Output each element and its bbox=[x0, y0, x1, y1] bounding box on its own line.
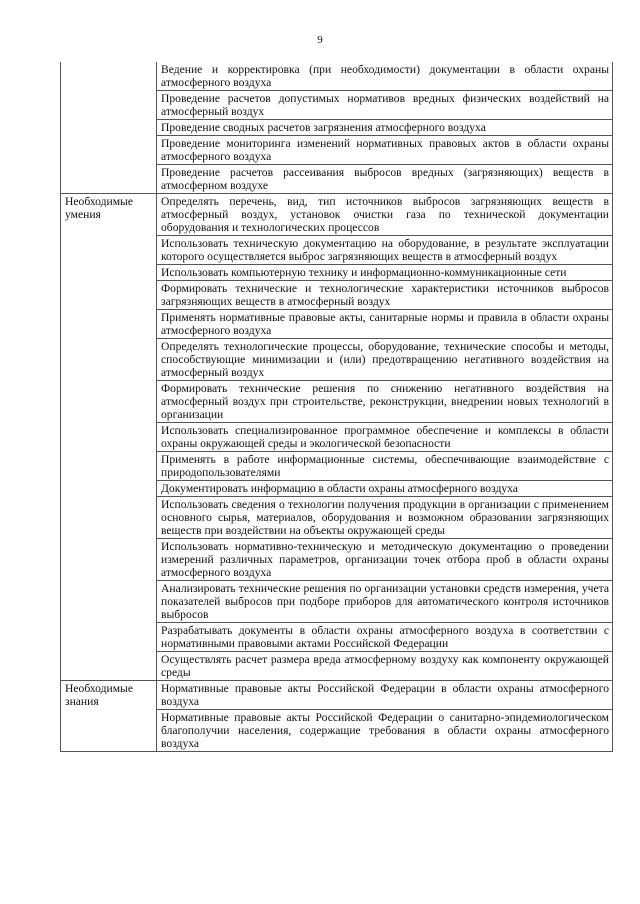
requirement-item: Формировать технические и технологические характеристики источников выбросов загрязняющих веществ в атмосферный воздух bbox=[157, 281, 613, 310]
requirement-item: Нормативные правовые акты Российской Федерации о санитарно-эпидемиологическом благополучии населения, содержащие требования в области охраны атмосферного воздуха bbox=[157, 710, 613, 752]
page-number: 9 bbox=[317, 34, 323, 46]
requirement-item: Проведение расчетов рассеивания выбросов вредных (загрязняющих) веществ в атмосферном воздухе bbox=[157, 165, 613, 194]
table-row bbox=[61, 681, 613, 710]
requirement-item: Использовать компьютерную технику и информационно-коммуникационные сети bbox=[157, 265, 613, 281]
table-row bbox=[61, 62, 613, 91]
requirement-item: Проведение расчетов допустимых нормативов вредных физических воздействий на атмосферный воздух bbox=[157, 91, 613, 120]
requirement-item: Использовать сведения о технологии получения продукции в организации с применением основного сырья, материалов, оборудования и возможном образовании загрязняющих веществ при воздействии на объекты окружающей среды bbox=[157, 497, 613, 539]
section-label: Необходимые умения bbox=[61, 194, 157, 681]
requirement-item: Разрабатывать документы в области охраны атмосферного воздуха в соответствии с нормативными правовыми актами Российской Федерации bbox=[157, 623, 613, 652]
requirement-item: Определять технологические процессы, оборудование, технические способы и методы, способствующие минимизации и (или) предотвращению негативного воздействия на атмосферный воздух bbox=[157, 339, 613, 381]
requirement-item: Использовать техническую документацию на оборудование, в результате эксплуатации которого осуществляется выброс загрязняющих веществ в атмосферный воздух bbox=[157, 236, 613, 265]
requirement-item: Нормативные правовые акты Российской Федерации в области охраны атмосферного воздуха bbox=[157, 681, 613, 710]
requirement-item: Формировать технические решения по снижению негативного воздействия на атмосферный воздух при строительстве, реконструкции, внедрении новых технологий в организации bbox=[157, 381, 613, 423]
requirement-item: Проведение мониторинга изменений нормативных правовых актов в области охраны атмосферного воздуха bbox=[157, 136, 613, 165]
requirement-item: Определять перечень, вид, тип источников выбросов загрязняющих веществ в атмосферный воздух, установок очистки газа по технической документации оборудования и технологических процессов bbox=[157, 194, 613, 236]
requirement-item: Документировать информацию в области охраны атмосферного воздуха bbox=[157, 481, 613, 497]
requirement-item: Использовать нормативно-техническую и методическую документацию о проведении измерений различных параметров, организации точек отбора проб в области охраны атмосферного воздуха bbox=[157, 539, 613, 581]
requirement-item: Использовать специализированное программное обеспечение и комплексы в области охраны окружающей среды и экологической безопасности bbox=[157, 423, 613, 452]
section-label bbox=[61, 62, 157, 194]
requirement-item: Проведение сводных расчетов загрязнения атмосферного воздуха bbox=[157, 120, 613, 136]
requirements-table-body bbox=[61, 62, 613, 752]
requirements-table bbox=[60, 62, 613, 752]
section-label: Необходимые знания bbox=[61, 681, 157, 752]
requirement-item: Анализировать технические решения по организации установки средств измерения, учета показателей выбросов при подборе приборов для автоматического контроля источников выбросов bbox=[157, 581, 613, 623]
requirement-item: Ведение и корректировка (при необходимости) документации в области охраны атмосферного воздуха bbox=[157, 62, 613, 91]
requirement-item: Осуществлять расчет размера вреда атмосферному воздуху как компоненту окружающей среды bbox=[157, 652, 613, 681]
requirement-item: Применять нормативные правовые акты, санитарные нормы и правила в области охраны атмосферного воздуха bbox=[157, 310, 613, 339]
table-row bbox=[61, 194, 613, 236]
requirement-item: Применять в работе информационные системы, обеспечивающие взаимодействие с природопользователями bbox=[157, 452, 613, 481]
